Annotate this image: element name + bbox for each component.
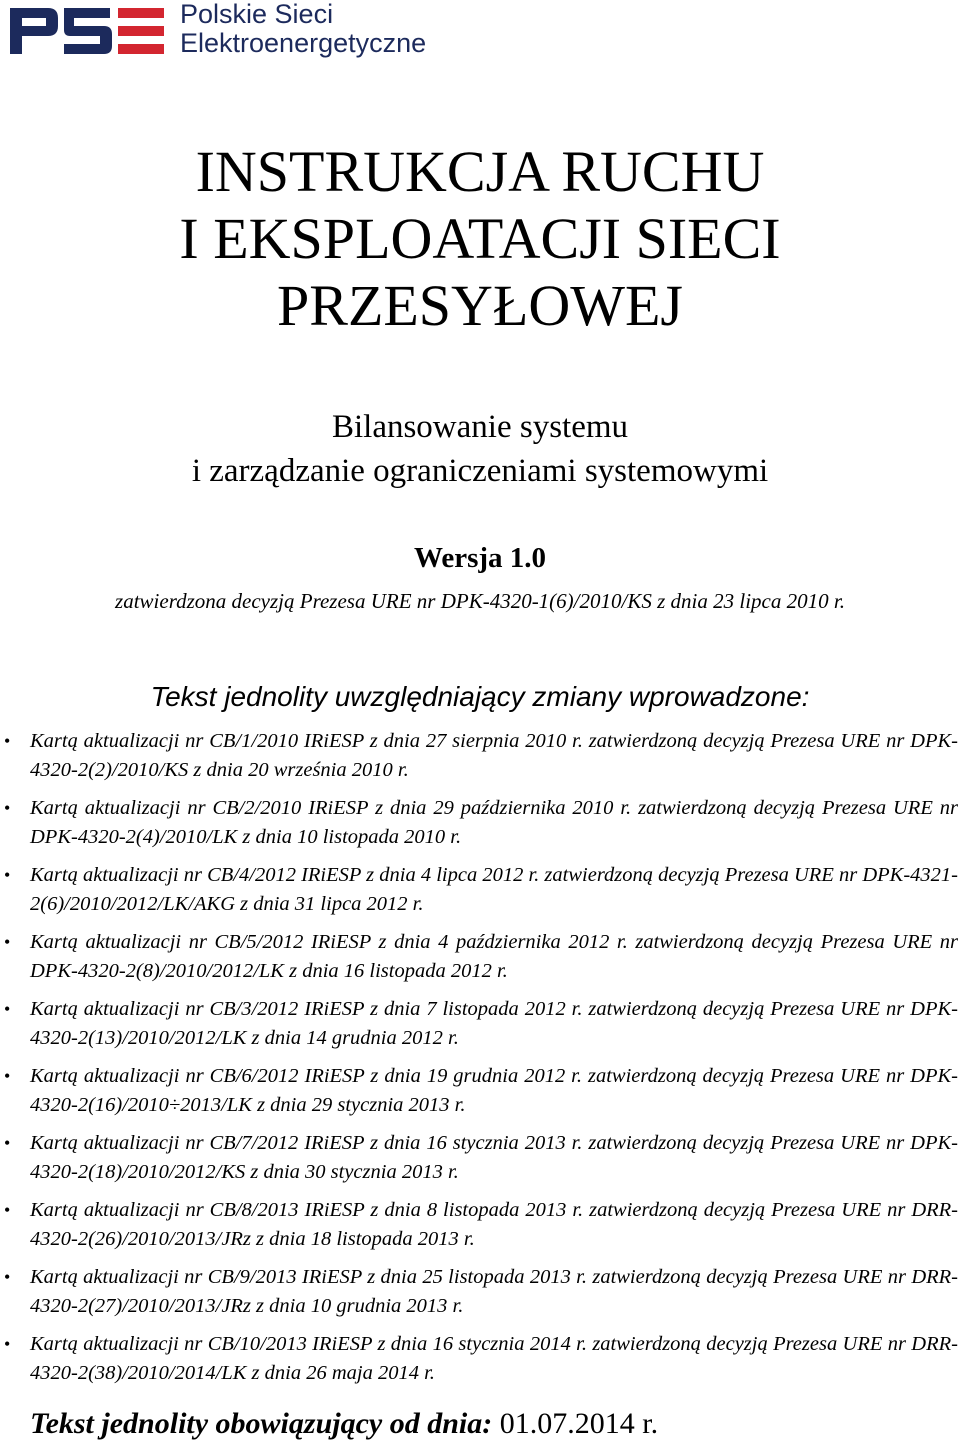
amendment-text: Kartą aktualizacji nr CB/7/2012 IRiESP z dnia 16 stycznia 2013 r. zatwierdzoną decyzją Prezesa URE nr DPK-4320-2(18)/2010/2012/KS z dnia 30 stycznia 2013 r.	[30, 1132, 958, 1183]
amendment-text: Kartą aktualizacji nr CB/3/2012 IRiESP z dnia 7 listopada 2012 r. zatwierdzoną decyzją Prezesa URE nr DPK-4320-2(13)/2010/2012/LK z dnia 14 grudnia 2012 r.	[30, 998, 958, 1049]
pse-logo-mark	[8, 2, 166, 60]
bullet-icon: •	[4, 1334, 11, 1354]
company-name-line2: Elektroenergetyczne	[180, 28, 427, 58]
bullet-icon: •	[4, 1066, 11, 1086]
pse-logo	[8, 0, 478, 64]
title-line3: PRZESYŁOWEJ	[277, 273, 683, 338]
amendment-item	[0, 1263, 960, 1321]
bullet-icon: •	[4, 865, 11, 885]
document-subtitle	[0, 405, 960, 493]
subtitle-line1: Bilansowanie systemu	[331, 409, 629, 445]
effective-date-line	[30, 1404, 658, 1444]
title-line1: INSTRUKCJA RUCHU	[195, 139, 765, 204]
bullet-icon: •	[4, 731, 11, 751]
amendment-item	[0, 1196, 960, 1254]
title-line2: I EKSPLOATACJI SIECI	[179, 206, 781, 271]
company-name-line1: Polskie Sieci	[180, 0, 334, 29]
amendment-text: Kartą aktualizacji nr CB/5/2012 IRiESP z dnia 4 października 2012 r. zatwierdzoną decyzją Prezesa URE nr DPK-4320-2(8)/2010/2012/LK z dnia 16 listopada 2012 r.	[30, 931, 958, 982]
company-name	[180, 0, 426, 58]
subtitle-line2: i zarządzanie ograniczeniami systemowymi	[191, 453, 769, 489]
amendment-text: Kartą aktualizacji nr CB/10/2013 IRiESP z dnia 16 stycznia 2014 r. zatwierdzoną decyzją Prezesa URE nr DRR-4320-2(38)/2010/2014/LK z dnia 26 maja 2014 r.	[30, 1333, 958, 1384]
amendment-text: Kartą aktualizacji nr CB/4/2012 IRiESP z dnia 4 lipca 2012 r. zatwierdzoną decyzją Prezesa URE nr DPK-4321-2(6)/2010/2012/LK/AKG z dnia 31 lipca 2012 r.	[30, 864, 958, 915]
amendment-item	[0, 794, 960, 852]
approval-note: zatwierdzona decyzją Prezesa URE nr DPK-4320-1(6)/2010/KS z dnia 23 lipca 2010 r.	[115, 589, 845, 613]
version-label: Wersja 1.0	[413, 542, 547, 574]
bullet-icon: •	[4, 1200, 11, 1220]
amendment-item	[0, 995, 960, 1053]
amendment-text: Kartą aktualizacji nr CB/2/2010 IRiESP z dnia 29 października 2010 r. zatwierdzoną decyzją Prezesa URE nr DPK-4320-2(4)/2010/LK z dnia 10 listopada 2010 r.	[30, 797, 958, 848]
effective-date-label: Tekst jednolity obowiązujący od dnia:	[30, 1407, 493, 1440]
amendment-list	[0, 727, 960, 1397]
amendment-item	[0, 1129, 960, 1187]
amendment-text: Kartą aktualizacji nr CB/9/2013 IRiESP z dnia 25 listopada 2013 r. zatwierdzoną decyzją Prezesa URE nr DRR-4320-2(27)/2010/2013/JRz z dnia 10 grudnia 2013 r.	[30, 1266, 958, 1317]
bullet-icon: •	[4, 1267, 11, 1287]
unified-text-heading: Tekst jednolity uwzględniający zmiany wprowadzone:	[150, 681, 810, 712]
amendment-item	[0, 861, 960, 919]
effective-date-value: 01.07.2014 r.	[499, 1407, 659, 1440]
amendment-text: Kartą aktualizacji nr CB/8/2013 IRiESP z dnia 8 listopada 2013 r. zatwierdzoną decyzją Prezesa URE nr DRR-4320-2(26)/2010/2013/JRz z dnia 18 listopada 2013 r.	[30, 1199, 958, 1250]
amendment-item	[0, 727, 960, 785]
bullet-icon: •	[4, 798, 11, 818]
amendment-text: Kartą aktualizacji nr CB/6/2012 IRiESP z dnia 19 grudnia 2012 r. zatwierdzoną decyzją Prezesa URE nr DPK-4320-2(16)/2010÷2013/LK z dnia 29 stycznia 2013 r.	[30, 1065, 958, 1116]
amendment-item	[0, 928, 960, 986]
bullet-icon: •	[4, 1133, 11, 1153]
document-title	[0, 138, 960, 339]
amendment-item	[0, 1062, 960, 1120]
amendment-item	[0, 1330, 960, 1388]
bullet-icon: •	[4, 932, 11, 952]
bullet-icon: •	[4, 999, 11, 1019]
amendment-text: Kartą aktualizacji nr CB/1/2010 IRiESP z dnia 27 sierpnia 2010 r. zatwierdzoną decyzją Prezesa URE nr DPK-4320-2(2)/2010/KS z dnia 20 września 2010 r.	[30, 730, 958, 781]
